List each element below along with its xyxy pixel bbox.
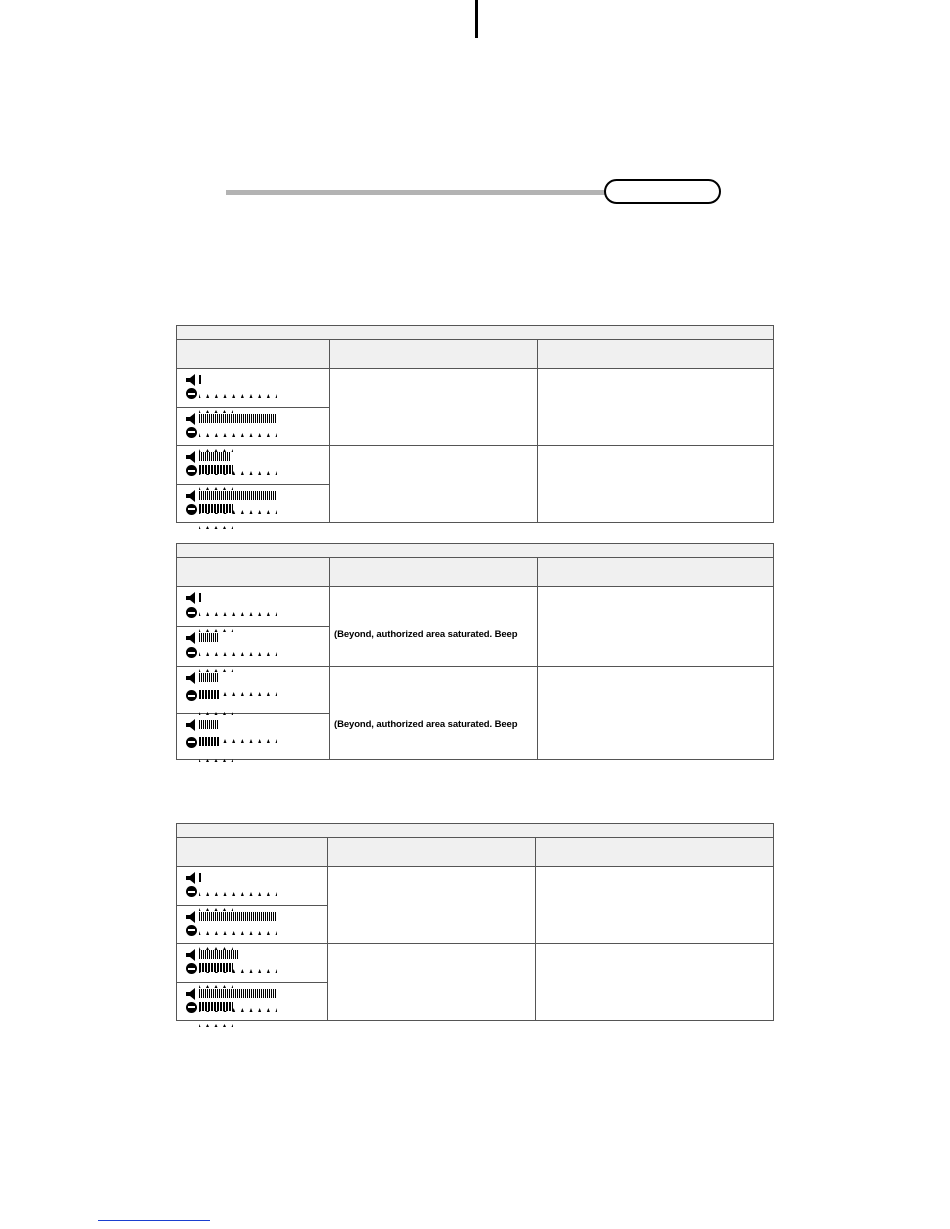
volume-level-bar bbox=[199, 673, 219, 682]
volume-scale-ticks bbox=[199, 603, 279, 607]
volume-level-bar bbox=[199, 720, 219, 729]
column-indicator bbox=[177, 558, 330, 586]
sub-scale-ticks bbox=[199, 937, 235, 940]
table-2-title-bar bbox=[177, 544, 773, 558]
status-note: (Beyond, authorized area saturated. Beep bbox=[334, 719, 518, 730]
indicator-row bbox=[177, 587, 329, 627]
speaker-icon bbox=[186, 871, 198, 883]
mute-icon bbox=[186, 427, 197, 438]
column-status bbox=[328, 838, 536, 866]
volume-scale-ticks bbox=[199, 643, 279, 647]
sub-scale-ticks bbox=[199, 975, 235, 978]
volume-scale-ticks bbox=[199, 385, 279, 389]
mute-icon bbox=[186, 963, 197, 974]
indicator-row bbox=[177, 867, 327, 906]
volume-scale-ticks bbox=[199, 922, 279, 926]
indicator-row bbox=[177, 667, 329, 714]
volume-level-bar bbox=[199, 491, 277, 500]
section-tab bbox=[604, 179, 721, 204]
indicator-row bbox=[177, 627, 329, 666]
volume-level-bar bbox=[199, 452, 230, 461]
indicator-row bbox=[177, 983, 327, 1021]
volume-scale-ticks bbox=[199, 883, 279, 887]
table-3-group-1 bbox=[177, 867, 773, 944]
table-1-title-bar bbox=[177, 326, 773, 340]
status-cell bbox=[330, 587, 538, 666]
sub-scale-ticks bbox=[199, 898, 235, 901]
volume-level-bar bbox=[199, 375, 201, 384]
speaker-icon bbox=[186, 373, 198, 385]
speaker-icon bbox=[186, 948, 198, 960]
column-indicator bbox=[177, 340, 330, 368]
sub-scale-ticks bbox=[199, 516, 235, 519]
table-3-group-2 bbox=[177, 944, 773, 1020]
column-status bbox=[330, 558, 538, 586]
speaker-icon bbox=[186, 591, 198, 603]
status-cell bbox=[330, 369, 538, 445]
description-cell bbox=[538, 369, 773, 445]
mute-icon bbox=[186, 886, 197, 897]
sub-level-bar bbox=[199, 690, 219, 699]
description-cell bbox=[536, 867, 773, 943]
volume-level-bar bbox=[199, 593, 201, 602]
indicator-row bbox=[177, 485, 329, 523]
sub-scale-ticks bbox=[199, 749, 235, 752]
mute-icon bbox=[186, 647, 197, 658]
sub-level-bar bbox=[199, 963, 233, 972]
description-cell bbox=[536, 944, 773, 1020]
mute-icon bbox=[186, 504, 197, 515]
column-status bbox=[330, 340, 538, 368]
description-cell bbox=[538, 446, 773, 522]
footer-link-underline bbox=[98, 1220, 210, 1221]
mute-icon bbox=[186, 607, 197, 618]
speaker-icon bbox=[186, 671, 198, 683]
table-1 bbox=[176, 325, 774, 523]
mute-icon bbox=[186, 690, 197, 701]
indicator-row bbox=[177, 714, 329, 760]
sub-scale-ticks bbox=[199, 702, 235, 705]
volume-level-bar bbox=[199, 414, 277, 423]
status-cell bbox=[328, 867, 536, 943]
status-note: (Beyond, authorized area saturated. Beep bbox=[334, 629, 518, 640]
volume-scale-ticks bbox=[199, 683, 279, 687]
sub-scale-ticks bbox=[199, 400, 235, 403]
volume-scale-ticks bbox=[199, 424, 279, 428]
speaker-icon bbox=[186, 987, 198, 999]
sub-level-bar bbox=[199, 737, 219, 746]
binding-line bbox=[475, 0, 478, 38]
sub-scale-ticks bbox=[199, 477, 235, 480]
table-3-column-headers bbox=[177, 838, 773, 867]
speaker-icon bbox=[186, 489, 198, 501]
indicator-row bbox=[177, 369, 329, 408]
column-description bbox=[538, 340, 773, 368]
description-cell bbox=[538, 587, 773, 666]
indicator-row bbox=[177, 408, 329, 446]
volume-level-bar bbox=[199, 950, 238, 959]
volume-level-bar bbox=[199, 633, 219, 642]
indicator-row bbox=[177, 446, 329, 485]
mute-icon bbox=[186, 1002, 197, 1013]
table-1-group-1 bbox=[177, 369, 773, 446]
description-cell bbox=[538, 667, 773, 759]
sub-scale-ticks bbox=[199, 1014, 235, 1017]
status-cell bbox=[328, 944, 536, 1020]
speaker-icon bbox=[186, 910, 198, 922]
column-description bbox=[536, 838, 773, 866]
section-rule bbox=[226, 190, 606, 195]
sub-level-bar bbox=[199, 504, 233, 513]
table-1-group-2 bbox=[177, 446, 773, 522]
status-cell bbox=[330, 667, 538, 759]
table-2-group-1 bbox=[177, 587, 773, 667]
mute-icon bbox=[186, 388, 197, 399]
volume-level-bar bbox=[199, 873, 201, 882]
table-3-title-bar bbox=[177, 824, 773, 838]
sub-scale-ticks bbox=[199, 619, 235, 622]
column-description bbox=[538, 558, 773, 586]
sub-level-bar bbox=[199, 1002, 233, 1011]
speaker-icon bbox=[186, 412, 198, 424]
mute-icon bbox=[186, 737, 197, 748]
table-1-column-headers bbox=[177, 340, 773, 369]
table-2 bbox=[176, 543, 774, 760]
indicator-row bbox=[177, 944, 327, 983]
table-3 bbox=[176, 823, 774, 1021]
volume-level-bar bbox=[199, 912, 277, 921]
sub-scale-ticks bbox=[199, 439, 235, 442]
table-2-group-2 bbox=[177, 667, 773, 759]
mute-icon bbox=[186, 465, 197, 476]
sub-level-bar bbox=[199, 465, 233, 474]
speaker-icon bbox=[186, 450, 198, 462]
volume-level-bar bbox=[199, 989, 277, 998]
table-2-column-headers bbox=[177, 558, 773, 587]
speaker-icon bbox=[186, 631, 198, 643]
column-indicator bbox=[177, 838, 328, 866]
indicator-row bbox=[177, 906, 327, 944]
sub-scale-ticks bbox=[199, 659, 235, 662]
volume-scale-ticks bbox=[199, 730, 279, 734]
status-cell bbox=[330, 446, 538, 522]
speaker-icon bbox=[186, 718, 198, 730]
mute-icon bbox=[186, 925, 197, 936]
